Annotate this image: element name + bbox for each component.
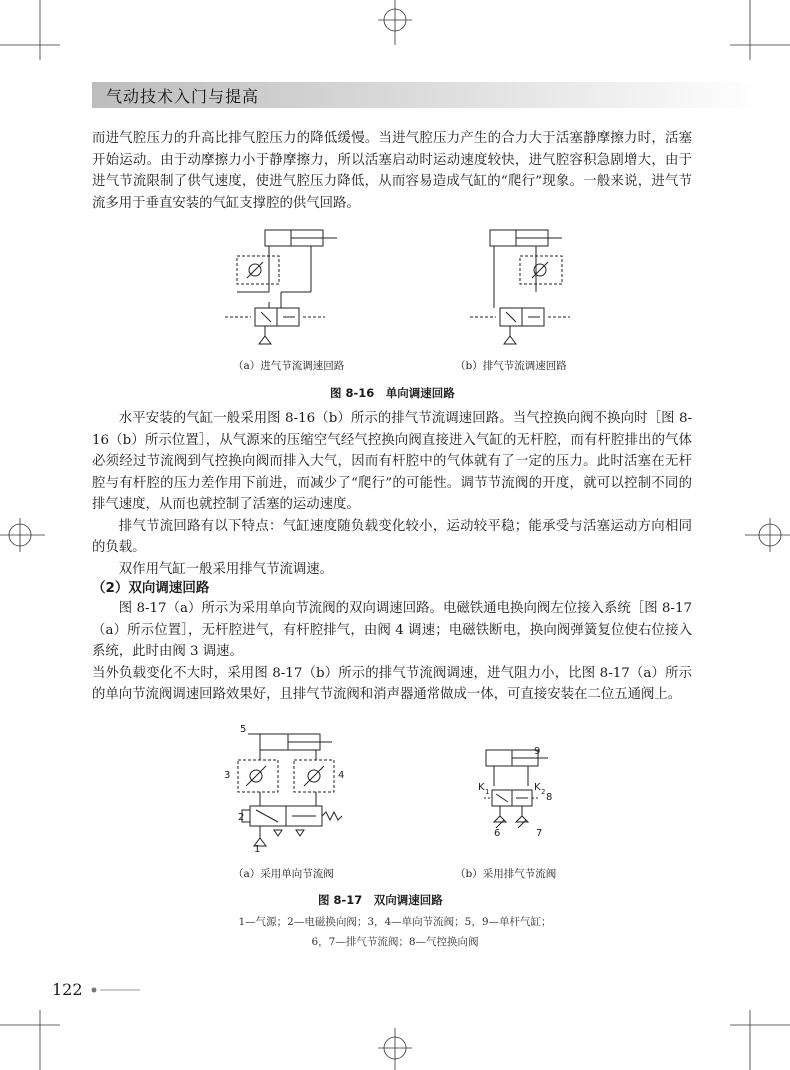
body-text-lower: [92, 598, 692, 706]
figure-8-16-title: 图 8-16 单向调速回路: [330, 386, 455, 400]
figure-8-17-title: 图 8-17 双向调速回路: [318, 893, 443, 907]
paragraph: 水平安装的气缸一般采用图 8-16（b）所示的排气节流调速回路。当气控换向阀不换向时［图 8-16（b）所示位置］，从气源来的压缩空气经气控换向阀直接进入气缸的无杆腔，而有杆腔排出的气体必须经过节流阀到气控换向阀而排入大气，因而有杆腔中的气体就有了一定的压力。此时活塞在无杆腔与有杆腔的压力差作用下前进，而减少了“爬行”的可能性。调节节流阀的开度，就可以控制不同的排气速度，从而也就控制了活塞的运动速度。: [92, 411, 692, 512]
paragraph: 当外负载变化不大时，采用图 8-17（b）所示的排气节流阀调速，进气阻力小，比图 8-17（a）所示的单向节流阀调速回路效果好，且排气节流阀和消声器通常做成一体，可直接安装在二位五通阀上。: [92, 665, 692, 702]
figure-8-17-legend-line-1: 1—气源；2—电磁换向阀；3，4—单向节流阀；5，9—单杆气缸；: [238, 916, 552, 928]
paragraph: 双作用气缸一般采用排气节流调速。: [118, 561, 334, 577]
label-8: 8: [546, 792, 553, 803]
figure-8-16a-diagram: [225, 222, 425, 352]
label-k2-sub: 2: [541, 788, 546, 796]
figure-8-17-legend-line-2: 6，7—排气节流阀；8—气控换向阀: [311, 936, 479, 948]
body-text-top: [92, 128, 692, 214]
label-3: 3: [224, 770, 231, 781]
running-header-title: 气动技术入门与提高: [106, 87, 260, 106]
label-4: 4: [338, 770, 345, 781]
figure-8-17a-caption: （a）采用单向节流阀: [233, 868, 334, 880]
label-k2: K: [534, 782, 541, 793]
figure-8-17a-diagram: [220, 722, 440, 855]
figure-8-16a-caption: （a）进气节流调速回路: [233, 360, 345, 372]
paragraph: 图 8-17（a）所示为采用单向节流阀的双向调速回路。电磁铁通电换向阀左位接入系统［图 8-17（a）所示位置］，无杆腔进气，有杆腔排气，由阀 4 调速；电磁铁断电，换向阀弹簧复位使右位接入系统，此时由阀 3 调速。: [92, 601, 692, 659]
label-2: 2: [238, 812, 245, 823]
label-7: 7: [536, 828, 543, 839]
figure-8-16b-caption: （b）排气节流调速回路: [455, 360, 567, 372]
label-1: 1: [254, 844, 261, 855]
page-number: 122: [52, 980, 83, 999]
paragraph: 排气节流回路有以下特点：气缸速度随负载变化较小，运动较平稳；能承受与活塞运动方向相同的负载。: [92, 518, 692, 555]
label-k1-sub: 1: [485, 788, 490, 796]
page-number-rule: [90, 986, 150, 996]
figure-8-17b-diagram: [470, 742, 590, 862]
figure-8-16b-diagram: [470, 222, 670, 352]
label-9: 9: [534, 746, 541, 757]
figure-8-17b-caption: （b）采用排气节流阀: [455, 868, 557, 880]
body-text-middle: [92, 408, 692, 580]
paragraph: 而进气腔压力的升高比排气腔压力的降低缓慢。当进气腔压力产生的合力大于活塞静摩擦力时，活塞开始运动。由于动摩擦力小于静摩擦力，所以活塞启动时运动速度较快，进气腔容积急剧增大，由于进气节流限制了供气速度，使进气腔压力降低，从而容易造成气缸的“爬行”现象。一般来说，进气节流多用于垂直安装的气缸支撑腔的供气回路。: [92, 131, 692, 211]
label-6: 6: [494, 828, 501, 839]
section-heading: （2）双向调速回路: [92, 580, 210, 596]
label-k1: K: [478, 782, 485, 793]
label-5: 5: [240, 724, 247, 735]
